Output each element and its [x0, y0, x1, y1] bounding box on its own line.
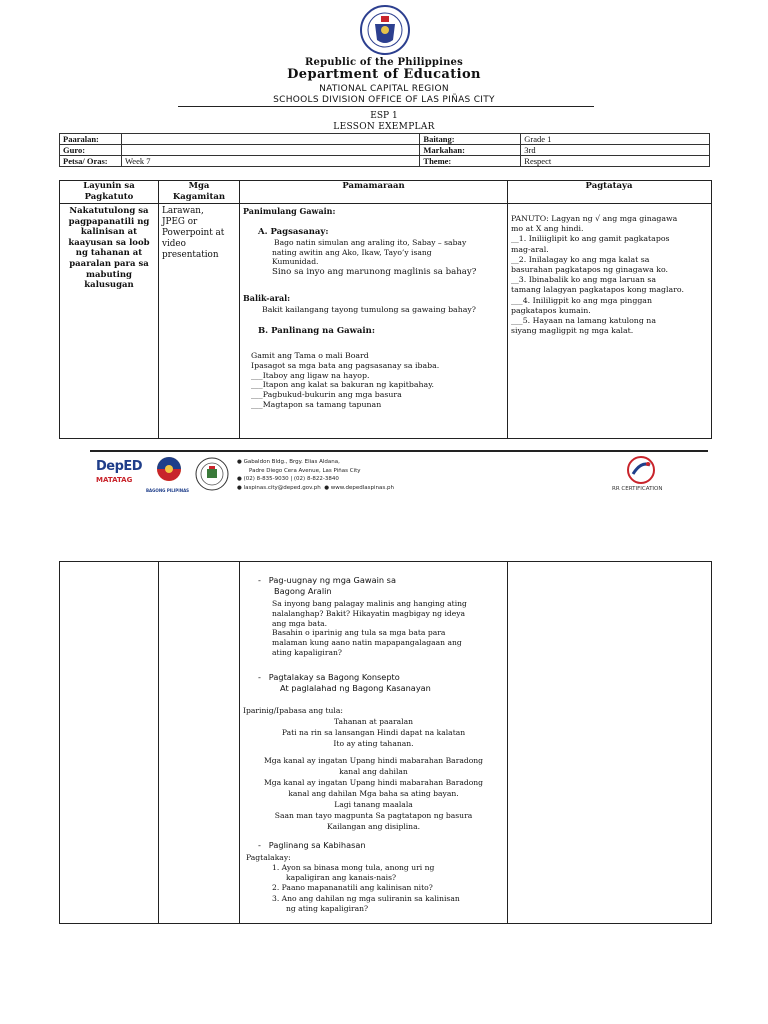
poem-stanza-2 — [240, 755, 507, 832]
discussion-questions — [272, 863, 460, 914]
mastery-heading — [258, 840, 366, 850]
date-label: Petsa/ Oras: — [60, 156, 122, 167]
text-line: paaralan para sa — [69, 258, 149, 269]
text-line: ating kapaligiran? — [272, 647, 342, 657]
text-line: siyang magligpit ng mga kalat. — [511, 326, 634, 336]
school-label: Paaralan: — [60, 134, 122, 145]
header-divider — [178, 106, 594, 107]
text-line: ___5. Hayaan na lamang katulong na — [511, 316, 656, 326]
quarter-value: 3rd — [521, 145, 710, 156]
certification-logo — [624, 455, 658, 485]
bagong-pilipinas-logo — [149, 455, 189, 489]
text-line: Basahin o iparinig ang tula sa mga bata para — [272, 628, 446, 638]
address-line — [237, 458, 394, 467]
poem-line: Mga kanal ay ingatan Upang hindi mabarahan Baradong — [263, 778, 484, 787]
heading-line — [258, 672, 431, 683]
poem-line: Pati na rin sa lansangan Hindi dapat na kalatan — [281, 728, 466, 737]
true-false-exercise — [251, 351, 439, 410]
column-divider — [507, 180, 508, 438]
subject-title: ESP 1 — [370, 111, 398, 121]
quarter-label: Markahan: — [420, 145, 521, 156]
bagong-pilipinas-wordmark: BAGONG PILIPINAS — [146, 488, 190, 493]
certification-label: RR CERTIFICATION — [612, 486, 663, 492]
text-line: tamang lalagyan pagkatapos kong maglaro. — [511, 285, 684, 295]
column-divider — [158, 180, 159, 438]
developmental-activity-heading: B. Panlinang na Gawain: — [258, 326, 375, 336]
header-line: Layunin sa — [83, 181, 135, 191]
review-question: Bakit kailangang tayong tumulong sa gawaing bahay? — [262, 305, 476, 314]
poem-line: Kailangan ang disiplina. — [326, 822, 421, 831]
text-line: kalusugan — [84, 280, 134, 291]
bullet: - — [258, 672, 261, 682]
text-line: Bago natin simulan ang araling ito, Sabay – sabay — [274, 238, 467, 247]
document-type-title: LESSON EXEMPLAR — [333, 122, 435, 132]
text-line: pagpapanatili ng — [68, 216, 150, 227]
drill-heading: A. Pagsasanay: — [258, 227, 329, 237]
grade-value: Grade 1 — [521, 134, 710, 145]
text-line: ang mga bata. — [272, 618, 328, 628]
text-line: Kumunidad. — [272, 257, 319, 266]
poem-line: Mga kanal ay ingatan Upang hindi mabarahan Baradong — [263, 756, 484, 765]
lesson-info-table — [59, 133, 710, 167]
text-line: video — [162, 239, 186, 249]
drill-question: Sino sa inyo ang marunong maglinis sa bahay? — [272, 267, 477, 277]
bullet: - — [258, 575, 261, 585]
header-row-divider — [59, 203, 711, 204]
phone-icon: ● — [237, 476, 242, 482]
text-line: __2. Inilalagay ko ang mga kalat sa — [511, 254, 650, 264]
date-value: Week 7 — [121, 156, 419, 167]
heading-text: Pag-uugnay ng mga Gawain sa — [268, 575, 396, 585]
deped-wordmark: DepED — [96, 459, 143, 474]
poem-line: kanal ang dahilan — [339, 767, 408, 776]
contact-block — [237, 458, 394, 492]
header-line: Pagkatuto — [84, 191, 134, 202]
text-line: pagkatapos kumain. — [511, 305, 591, 315]
email-text: laspinas.city@deped.gov.ph — [243, 484, 321, 491]
objective-cell — [60, 206, 158, 291]
review-heading: Balik-aral: — [243, 293, 291, 303]
teacher-value — [121, 145, 419, 156]
address-text: Gabaldon Bldg., Brgy. Elias Aldana, — [243, 459, 340, 465]
phone-text: (02) 8-835-9030 | (02) 8-822-3840 — [243, 476, 339, 482]
poem-line: Tahanan at paaralan — [333, 717, 414, 726]
question-line: kapaligiran ang kanais-nais? — [286, 873, 397, 883]
deped-matatag-logo — [96, 459, 143, 484]
text-line: ___Itaboy ang ligaw na hayop. — [251, 370, 370, 380]
address-line: Padre Diego Cera Avenue, Las Piñas City — [249, 467, 361, 474]
text-line: __1. Iniliiglipit ko ang gamit pagkatapos — [511, 234, 670, 244]
materials-cell — [162, 206, 238, 261]
heading-line: Bagong Aralin — [274, 585, 332, 596]
column-divider — [158, 561, 159, 923]
poem-line: Lagi tanang maalala — [334, 800, 413, 809]
location-icon: ● — [237, 459, 242, 465]
text-line: malaman kung aano natin mapapangalagaan ang — [272, 638, 462, 648]
deped-seal-logo — [357, 4, 413, 56]
text-line: Nakatutulong sa — [69, 206, 149, 216]
text-line: mo at X ang hindi. — [511, 224, 584, 234]
division-heading: SCHOOLS DIVISION OFFICE OF LAS PIÑAS CITY — [273, 95, 495, 105]
question-line: 2. Paano mapananatili ang kalinisan nito? — [272, 883, 433, 893]
poem-stanza-1 — [240, 716, 507, 749]
poem-intro: Iparinig/Ipabasa ang tula: — [243, 706, 343, 715]
text-line: nalalanghap? Bakit? Hikayatin magbigay ng ideya — [272, 608, 466, 618]
web-text: www.depedlaspinas.ph — [330, 484, 394, 491]
text-line: Gamit ang Tama o mali Board — [251, 351, 369, 360]
text-line: mag-aral. — [511, 244, 549, 254]
matatag-wordmark: MATATAG — [96, 476, 133, 484]
web-icon: ● — [324, 484, 329, 491]
question-line: 3. Ano ang dahilan ng mga suliranin sa kalinisan — [272, 893, 460, 903]
header-line: Kagamitan — [172, 191, 226, 202]
text-line: mabuting — [86, 269, 132, 280]
text-line: Larawan, — [162, 206, 204, 216]
text-line: kalinisan at — [80, 227, 138, 238]
assessment-column-header: Pagtataya — [585, 181, 633, 191]
question-line: ng ating kapaligiran? — [286, 903, 369, 913]
concept-heading — [258, 672, 431, 694]
text-line: Powerpoint at — [162, 228, 225, 238]
text-line: Sa inyong bang palagay malinis ang hanging ating — [272, 599, 467, 608]
school-value — [121, 134, 419, 145]
assessment-instructions — [511, 214, 684, 336]
republic-heading: Republic of the Philippines — [305, 57, 463, 68]
text-line: ng tahanan at — [75, 248, 143, 259]
phone-line — [237, 475, 394, 484]
text-line: presentation — [162, 250, 219, 260]
text-line: PANUTO: Lagyan ng √ ang mga ginagawa — [511, 214, 678, 223]
text-line: ___Pagbukud-bukurin ang mga basura — [251, 390, 402, 400]
column-divider — [507, 561, 508, 923]
theme-label: Theme: — [420, 156, 521, 167]
text-line: kaayusan sa loob — [68, 237, 150, 248]
heading-text: Paglinang sa Kabihasan — [268, 840, 366, 850]
department-heading: Department of Education — [287, 67, 481, 82]
poem-line: Ito ay ating tahanan. — [333, 739, 414, 748]
header-line: Mga — [188, 181, 210, 191]
sdo-las-pinas-seal — [194, 456, 230, 492]
objective-column-header — [60, 181, 158, 202]
text-line: Ipasagot sa mga bata ang pagsasanay sa ibaba. — [251, 360, 440, 370]
bullet: - — [258, 840, 261, 850]
text-line: basurahan pagkatapos ng ginagawa ko. — [511, 265, 669, 275]
teacher-label: Guro: — [60, 145, 122, 156]
intro-activity-heading: Panimulang Gawain: — [243, 206, 336, 216]
motivation-text — [272, 599, 467, 658]
region-heading: NATIONAL CAPITAL REGION — [319, 84, 449, 94]
online-line — [237, 484, 394, 493]
grade-label: Baitang: — [420, 134, 521, 145]
question-line: 1. Ayon sa binasa mong tula, anong uri ng — [272, 863, 435, 872]
text-line: ___4. Inililigpit ko ang mga pinggan — [511, 295, 652, 305]
motivation-heading — [258, 575, 396, 596]
email-icon: ● — [237, 484, 242, 491]
procedure-column-header: Pamamaraan — [342, 181, 405, 191]
drill-text — [272, 238, 466, 267]
poem-line: Saan man tayo magpunta Sa pagtatapon ng basura — [274, 811, 473, 820]
text-line: nating awitin ang Ako, Ikaw, Tayo’y isang — [272, 247, 432, 257]
heading-line — [258, 575, 396, 586]
text-line: __3. Ibinabalik ko ang mga laruan sa — [511, 275, 657, 285]
theme-value: Respect — [521, 156, 710, 167]
column-divider — [239, 180, 240, 438]
discussion-label: Pagtalakay: — [246, 853, 291, 862]
materials-column-header — [159, 181, 239, 202]
footer-divider — [90, 450, 708, 452]
text-line: JPEG or — [162, 217, 198, 227]
poem-line: kanal ang dahilan Mga baha sa ating bayan. — [288, 789, 459, 798]
text-line: ___Magtapon sa tamang tapunan — [251, 399, 382, 409]
heading-line: At paglalahad ng Bagong Kasanayan — [280, 683, 431, 693]
text-line: ___Itapon ang kalat sa bakuran ng kapitbahay. — [251, 380, 435, 390]
heading-text: Pagtalakay sa Bagong Konsepto — [268, 672, 400, 682]
